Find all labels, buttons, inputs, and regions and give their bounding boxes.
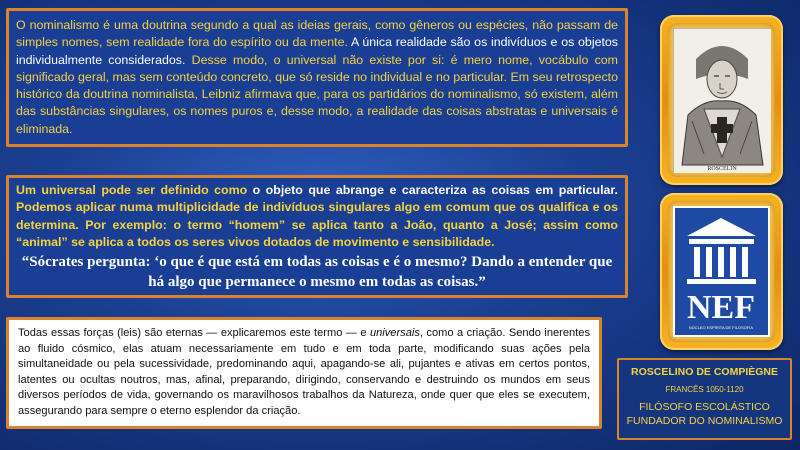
column-icon — [730, 247, 736, 277]
roscelin-portrait — [673, 28, 770, 172]
forces-text-2: , como a criação. Sendo inerentes ao fluido cósmico, elas atuam necessariamente em tudo e em toda parte, modificando suas ações pela simultaneidade ou pela sucessividade, predominando aqui, apagando-se ali, pujantes e ativas em certos pontos, latentes ou ocultas noutros, mas, afinal, preparando, dirigindo, conservando e destruindo os mundos em seus diversos períodos de vida, governando os maravilhosos trabalhos da Natureza, onde quer que eles se executem, assegurando para sempre o eterno esplendor da criação. — [18, 327, 590, 417]
forces-text-1: Todas essas forças (leis) são eternas — explicaremos este termo — e — [18, 327, 370, 339]
universal-text-3: Podemos aplicar numa multiplicidade de indivíduos singulares algo em comum que os qualifica e os determina. Por exemplo: o termo “homem” se aplica tanto a João, quanto a José; assim como “animal” se aplica a todos os seres vivos dotados de movimento e sensibilidade. — [16, 200, 618, 249]
portrait-caption: ROSCELIN — [707, 166, 737, 172]
portrait-frame — [660, 15, 783, 185]
column-icon — [742, 247, 748, 277]
socrates-quote: “Sócrates pergunta: ‘o que é que está em todas as coisas e é o mesmo? Dando a entender que há algo que permanece o mesmo em todas as coisas.” — [21, 254, 613, 291]
logo-text: NEF — [687, 289, 755, 326]
column-icon — [694, 247, 700, 277]
eternal-forces-box — [6, 317, 602, 429]
philosopher-role-line-2: FUNDADOR DO NOMINALISMO — [626, 415, 783, 427]
column-icon — [706, 247, 712, 277]
nominalism-definition-box — [6, 8, 628, 147]
universal-definition-box — [6, 175, 628, 298]
column-icon — [718, 247, 724, 277]
logo-subtitle: NÚCLEO ESPÍRITA DE FILOSOFIA — [688, 325, 754, 330]
nef-logo — [673, 206, 770, 337]
universal-text-1: Um universal pode ser definido como — [16, 183, 253, 197]
logo-frame — [660, 193, 783, 350]
philosopher-role — [619, 400, 790, 428]
philosopher-caption — [617, 358, 792, 440]
roscelin-portrait-drawing — [674, 29, 771, 173]
philosopher-role-line-1: FILÓSOFO ESCOLÁSTICO — [639, 401, 770, 413]
universal-text-2: o objeto que abrange e caracteriza as coisas em particular. — [252, 183, 618, 197]
nef-logo-drawing — [675, 208, 768, 335]
philosopher-name: ROSCELINO DE COMPIÈGNE — [630, 366, 778, 378]
definition-text-3: Desse modo, o universal não existe por si: é mero nome, vocábulo com significado geral, mas sem conteúdo concreto, que só reside no individual e no particular. Em seu retrospecto histórico da doutrina nominalista, Leibniz afirmava que, para os partidários do nominalismo, só existem, além das substâncias singulares, os nomes puros e, desse modo, a realidade das coisas abstratas e universais é eliminada. — [16, 52, 618, 136]
forces-text-italic: universais — [369, 327, 420, 339]
philosopher-dates: FRANCÊS 1050-1120 — [665, 385, 744, 394]
universal-paragraph — [16, 182, 618, 251]
definition-text-2: A única realidade são os indivíduos e os objetos individualmente considerados. — [16, 35, 618, 67]
definition-text-1: O nominalismo é uma doutrina segundo a qual as ideias gerais, como gêneros ou espécies, não passam de simples nomes, sem realidade fora do espírito ou da mente. — [16, 18, 618, 50]
